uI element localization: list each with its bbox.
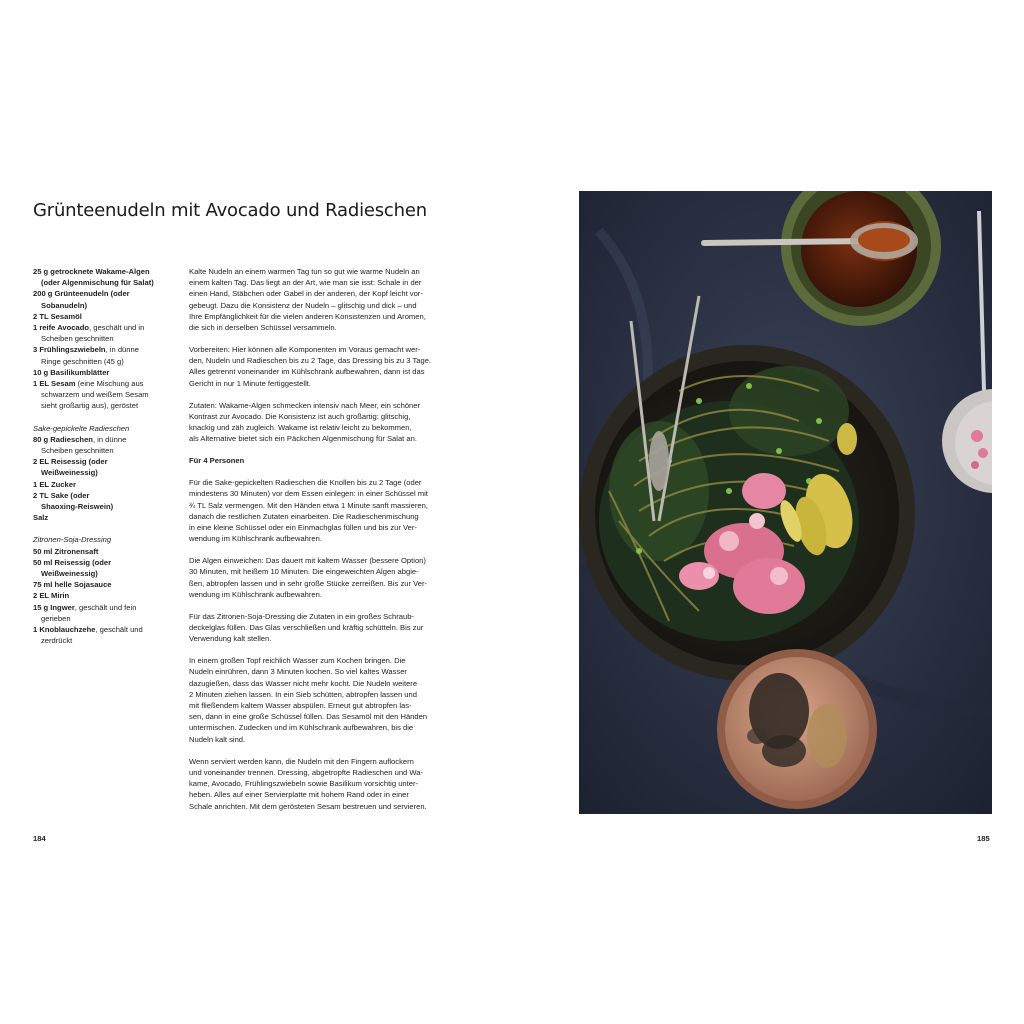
ingredient-amount: 2 TL Sesamöl	[33, 311, 82, 321]
ingredient-item	[33, 434, 173, 445]
ingredient-amount: 50 ml Zitronensaft	[33, 546, 99, 556]
text-line: deckelglas füllen. Das Glas verschließen und kräftig schütteln. Bis zur	[189, 623, 424, 633]
ingredient-item	[33, 311, 173, 322]
ingredient-continuation	[33, 467, 173, 478]
ingredient-continuation	[33, 277, 173, 288]
text-line: Für 4 Personen	[189, 456, 245, 466]
method-paragraph	[189, 555, 479, 600]
page-number-left: 184	[33, 834, 46, 843]
ingredient-item	[33, 579, 173, 590]
text-line: dazugießen, dass das Wasser nicht mehr kocht. Die Nudeln weitere	[189, 678, 418, 688]
sesame-plate	[717, 649, 877, 809]
text-line: Vorbereiten: Hier können alle Komponenten im Voraus gemacht wer-	[189, 345, 421, 355]
text-line: danach die restlichen Zutaten einarbeiten. Die Radieschenmischung	[189, 511, 419, 521]
method-paragraph	[189, 655, 479, 745]
ingredient-spacer	[33, 412, 173, 423]
text-line: Zutaten: Wakame-Algen schmecken intensiv nach Meer, ein schöner	[189, 400, 421, 410]
ingredient-continuation	[33, 333, 173, 344]
text-line: Schale anrichten. Mit dem gerösteten Sesam bestreuen und servieren.	[189, 801, 427, 811]
text-line: Für das Zitronen-Soja-Dressing die Zutaten in ein großes Schraub-	[189, 611, 414, 621]
ingredient-item	[33, 624, 173, 635]
text-line: Nudeln einrühren, dann 3 Minuten kochen. So viel kaltes Wasser	[189, 667, 407, 677]
ingredient-note: , geschält und in	[89, 323, 145, 333]
text-line: einem kalten Tag. Das liegt an der Art, wie man sie isst: Schale in der	[189, 278, 422, 288]
ingredient-section-heading: Sake-gepickelte Radieschen	[33, 423, 130, 433]
ingredient-item	[33, 367, 173, 378]
text-line: in eine kleine Schüssel oder ein Einmachglas füllen und bis zur Ver-	[189, 523, 417, 533]
ingredient-amount: 25 g getrocknete Wakame-Algen	[33, 267, 150, 276]
text-line: als Alternative bietet sich ein Päckchen Algenmischung für Salat an.	[189, 434, 417, 444]
text-line: Die Algen einweichen: Das dauert mit kaltem Wasser (bessere Option)	[189, 556, 426, 566]
ingredient-amount: 1 EL Zucker	[33, 479, 76, 489]
ingredient-amount: 15 g Ingwer	[33, 602, 75, 612]
method-paragraph	[189, 611, 479, 645]
ingredient-continuation	[33, 635, 173, 646]
ingredient-item	[33, 546, 173, 557]
ingredient-note: gerieben	[41, 613, 71, 623]
ingredient-amount: 200 g Grünteenudeln (oder	[33, 289, 130, 299]
text-line: wendung im Kühlschrank aufbewahren.	[189, 589, 322, 599]
text-line: 30 Minuten, mit heißem 10 Minuten. Die eingeweichten Algen abgie-	[189, 567, 419, 577]
method-paragraph	[189, 400, 479, 445]
text-line: Ihre Empfänglichkeit für die vielen anderen Konsistenzen und Aromen,	[189, 311, 426, 321]
text-line: Nudeln kalt sind.	[189, 734, 246, 744]
ingredient-continuation	[33, 568, 173, 579]
page-number-right: 185	[977, 834, 990, 843]
ingredient-amount: 1 EL Sesam	[33, 379, 76, 389]
text-line: ¾ TL Salz vermengen. Mit den Händen etwa 1 Minute sanft massieren,	[189, 500, 428, 510]
ingredient-note: , in dünne	[92, 434, 127, 444]
ingredient-item	[33, 512, 173, 523]
ingredient-note: Scheiben geschnitten	[41, 446, 114, 456]
text-line: die sich in derselben Schüssel versammeln.	[189, 323, 337, 333]
ingredient-continuation	[33, 389, 173, 400]
ingredient-section-heading: Zitronen-Soja-Dressing	[33, 535, 112, 545]
ingredient-amount: Sobanudeln)	[41, 300, 87, 310]
ingredient-continuation	[33, 501, 173, 512]
text-line: Kontrast zur Avocado. Die Konsistenz ist auch großartig: glitschig,	[189, 411, 411, 421]
ingredient-continuation	[33, 613, 173, 624]
ingredient-amount: Weißweinessig)	[41, 468, 98, 478]
text-line: kame, Avocado, Frühlingszwiebeln sowie Basilikum vorsichtig unter-	[189, 779, 419, 789]
ingredient-continuation	[33, 400, 173, 411]
ingredient-note: schwarzem und weißem Sesam	[41, 390, 149, 400]
ingredient-amount: 10 g Basilikumblätter	[33, 367, 110, 377]
text-line: Kalte Nudeln an einem warmen Tag tun so gut wie warme Nudeln an	[189, 267, 420, 276]
ingredient-amount: 80 g Radieschen	[33, 434, 93, 444]
ingredient-item	[33, 266, 173, 277]
recipe-title: Grünteenudeln mit Avocado und Radieschen	[33, 200, 427, 221]
ingredient-note: , in dünne	[105, 345, 139, 355]
recipe-text	[189, 266, 479, 823]
ingredient-amount: Weißweinessig)	[41, 569, 98, 579]
ingredient-continuation	[33, 300, 173, 311]
ingredient-item	[33, 378, 173, 389]
text-line: Gericht in nur 1 Minute fertiggestellt.	[189, 378, 311, 388]
text-line: knackig und zäh zugleich. Wakame ist relativ leicht zu bekommen,	[189, 423, 412, 433]
ingredient-amount: (oder Algenmischung für Salat)	[41, 278, 154, 288]
ingredient-note: , geschält und fein	[74, 602, 137, 612]
ingredient-item	[33, 344, 173, 355]
ingredient-note: (eine Mischung aus	[75, 379, 144, 389]
text-line: ßen, abtropfen lassen und in sehr große Stücke zerreißen. Bis zur Ver-	[189, 578, 428, 588]
ingredient-amount: 1 reife Avocado	[33, 323, 89, 333]
text-line: mindestens 30 Minuten) vor dem Essen einlegen: in einer Schüssel mit	[189, 489, 428, 499]
text-line: gebeugt. Dazu die Konsistenz der Nudeln – glitschig und dick – und	[189, 300, 417, 310]
ingredient-item	[33, 590, 173, 601]
ingredient-continuation	[33, 445, 173, 456]
ingredient-item	[33, 479, 173, 490]
ingredient-amount: 1 Knoblauchzehe	[33, 625, 96, 635]
text-line: Verwendung kalt stellen.	[189, 634, 272, 644]
text-line: sen, dann in eine große Schüssel füllen. Das Sesamöl mit den Händen	[189, 712, 428, 722]
servings-heading	[189, 455, 479, 466]
ingredient-amount: 50 ml Reisessig (oder	[33, 557, 112, 567]
ingredient-amount: 75 ml helle Sojasauce	[33, 580, 112, 590]
ingredient-spacer	[33, 523, 173, 534]
ingredient-item	[33, 490, 173, 501]
ingredient-item	[33, 288, 173, 299]
text-line: einen Hand, Stäbchen oder Gabel in der anderen, der Kopf leicht vor-	[189, 289, 423, 299]
text-line: Für die Sake-gepickelten Radieschen die Knollen bis zu 2 Tage (oder	[189, 478, 422, 488]
method-paragraph	[189, 344, 479, 389]
method-paragraph	[189, 266, 479, 333]
text-line: untermischen. Zudecken und im Kühlschrank aufbewahren, bis die	[189, 723, 414, 733]
text-line: heben. Alles auf einer Servierplatte mit hohem Rand oder in einer	[189, 790, 409, 800]
ingredient-amount: 2 TL Sake (oder	[33, 490, 90, 500]
method-paragraph	[189, 756, 479, 812]
text-line: den, Nudeln und Radieschen bis zu 2 Tage, das Dressing bis zu 3 Tage.	[189, 356, 432, 366]
text-line: Wenn serviert werden kann, die Nudeln mit den Fingern auflockern	[189, 756, 414, 766]
dish-photo	[579, 191, 992, 814]
ingredient-item	[33, 322, 173, 333]
ingredient-note: sieht großartig aus), geröstet	[41, 401, 139, 411]
ingredient-note: Ringe geschnitten (45 g)	[41, 356, 124, 366]
ingredient-amount: Shaoxing-Reiswein)	[41, 502, 114, 512]
text-line: In einem großen Topf reichlich Wasser zum Kochen bringen. Die	[189, 656, 406, 666]
ingredient-continuation	[33, 356, 173, 367]
ingredient-note: , geschält und	[95, 625, 143, 635]
text-line: Alles getrennt voneinander im Kühlschrank aufbewahren, dann ist das	[189, 367, 425, 377]
ingredient-item	[33, 602, 173, 613]
method-paragraph	[189, 477, 479, 544]
ingredient-amount: Salz	[33, 513, 49, 523]
ingredient-item	[33, 456, 173, 467]
ingredient-amount: 2 EL Reisessig (oder	[33, 457, 108, 467]
text-line: wendung im Kühlschrank aufbewahren.	[189, 534, 322, 544]
text-line: mit fließendem kaltem Wasser abspülen. Erneut gut abtropfen las-	[189, 701, 412, 711]
ingredient-list	[33, 266, 173, 647]
ingredient-note: zerdrückt	[41, 636, 73, 646]
text-line: 2 Minuten ziehen lassen. In ein Sieb schütten, abtropfen lassen und	[189, 689, 417, 699]
ingredient-amount: 3 Frühlingszwiebeln	[33, 345, 106, 355]
ingredient-amount: 2 EL Mirin	[33, 591, 70, 601]
text-line: und voneinander trennen. Dressing, abgetropfte Radieschen und Wa-	[189, 767, 424, 777]
ingredient-item	[33, 557, 173, 568]
ingredient-note: Scheiben geschnitten	[41, 334, 114, 344]
